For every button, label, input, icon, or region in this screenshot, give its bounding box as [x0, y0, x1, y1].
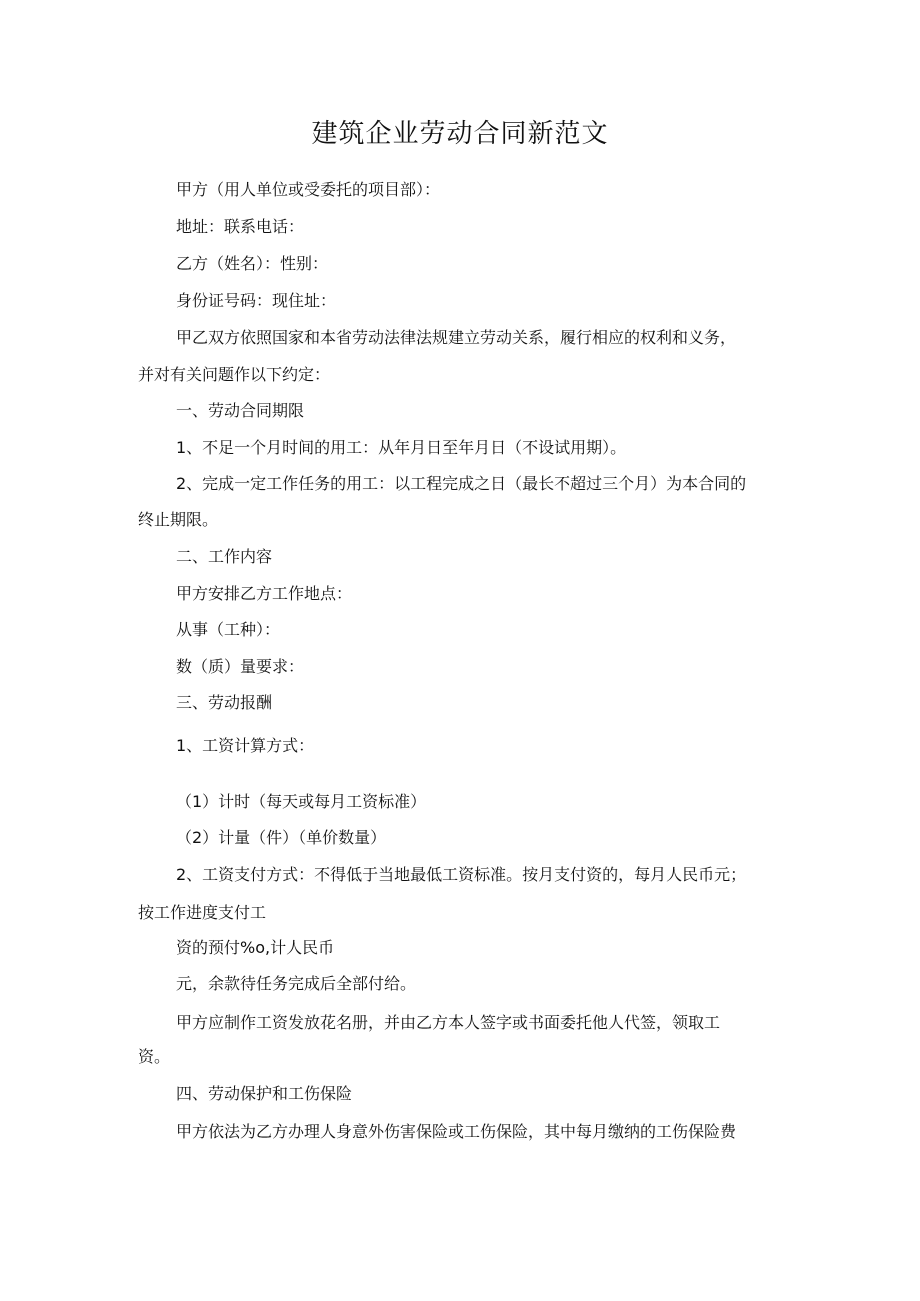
insurance-line: 甲方依法为乙方办理人身意外伤害保险或工伤保险，其中每月缴纳的工伤保险费	[176, 1122, 737, 1141]
term-item-2-line-1: 2、完成一定工作任务的用工：以工程完成之日（最长不超过三个月）为本合同的	[176, 474, 747, 493]
wage-payment-line-1: 2、工资支付方式：不得低于当地最低工资标准。按月支付资的，每月人民币元；	[176, 865, 747, 884]
payroll-line-2: 资。	[138, 1047, 171, 1066]
work-quantity-line: 数（质）量要求：	[176, 657, 305, 676]
work-type-line: 从事（工种）：	[176, 620, 281, 639]
party-b-id-line: 身份证号码：现住址：	[176, 291, 337, 310]
wage-calc-line: 1、工资计算方式：	[176, 736, 315, 755]
term-item-2-line-2: 终止期限。	[138, 510, 219, 529]
party-a-address-line: 地址：联系电话：	[176, 217, 305, 236]
wage-payment-line-3: 资的预付%o,计人民币	[176, 938, 335, 957]
wage-payment-line-4: 元，余款待任务完成后全部付给。	[176, 974, 417, 993]
wage-calc-option-2: （2）计量（件）（单价数量）	[176, 828, 387, 847]
section-heading-3: 三、劳动报酬	[176, 693, 273, 712]
section-heading-1: 一、劳动合同期限	[176, 401, 305, 420]
work-location-line: 甲方安排乙方工作地点：	[176, 584, 353, 603]
section-heading-4: 四、劳动保护和工伤保险	[176, 1084, 353, 1103]
intro-paragraph-line-2: 并对有关问题作以下约定：	[138, 365, 331, 384]
party-b-name-line: 乙方（姓名）：性别：	[176, 254, 329, 273]
intro-paragraph-line-1: 甲乙双方依照国家和本省劳动法律法规建立劳动关系，履行相应的权利和义务，	[176, 328, 737, 347]
wage-calc-option-1: （1）计时（每天或每月工资标准）	[176, 792, 427, 811]
term-item-1: 1、不足一个月时间的用工：从年月日至年月日（不设试用期）。	[176, 438, 627, 457]
section-heading-2: 二、工作内容	[176, 547, 273, 566]
payroll-line-1: 甲方应制作工资发放花名册，并由乙方本人签字或书面委托他人代签，领取工	[176, 1013, 721, 1032]
document-title: 建筑企业劳动合同新范文	[311, 119, 609, 149]
party-a-line: 甲方（用人单位或受委托的项目部）：	[176, 180, 441, 199]
wage-payment-line-2: 按工作进度支付工	[138, 903, 267, 922]
